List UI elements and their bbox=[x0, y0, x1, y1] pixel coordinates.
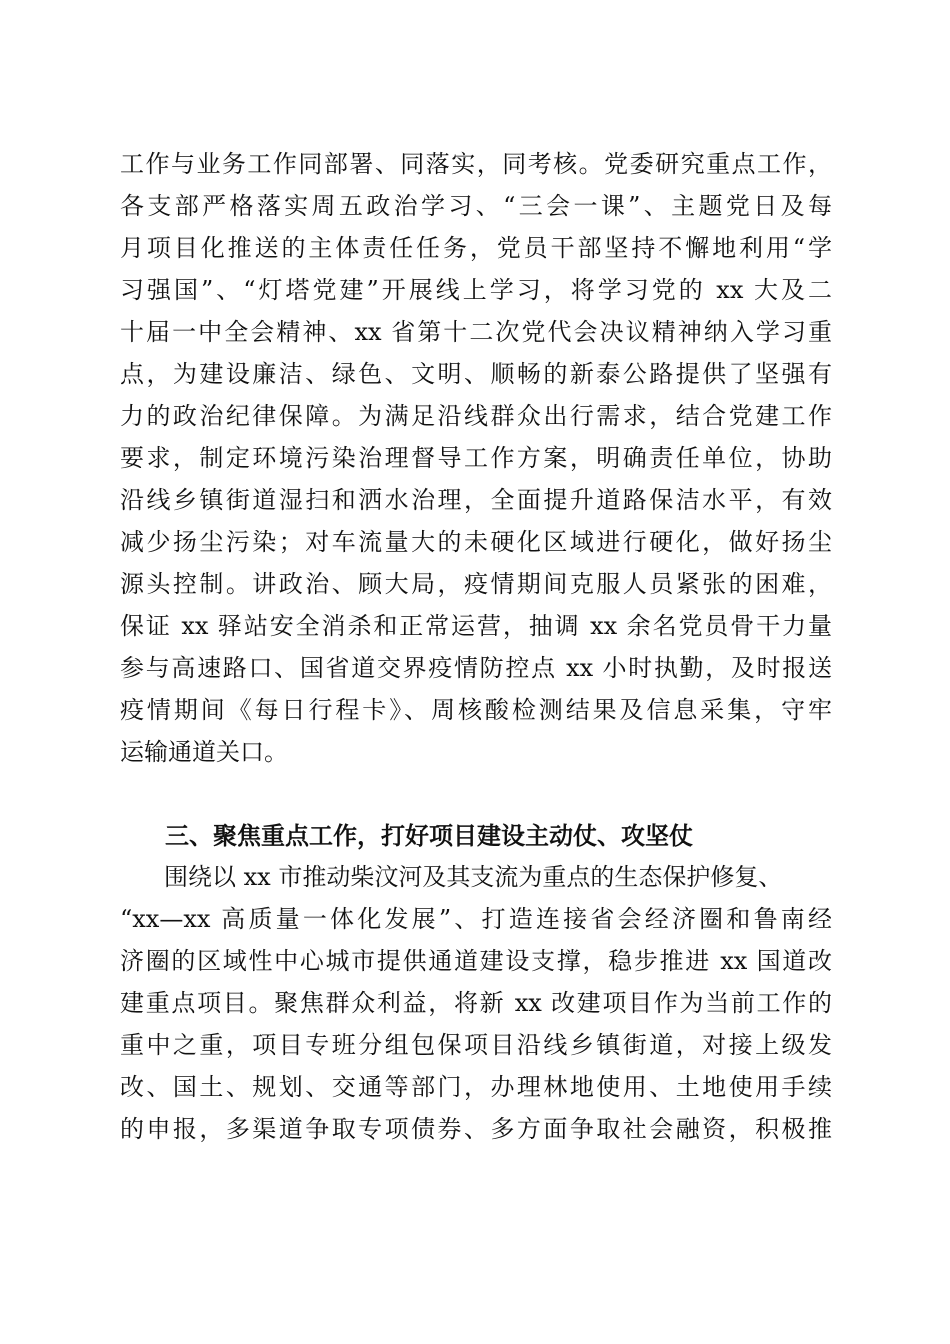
paragraph-line: 保证 xx 驿站安全消杀和正常运营，抽调 xx 余名党员骨干力量 bbox=[120, 612, 832, 640]
paragraph-line: 习强国”、“灯塔党建”开展线上学习，将学习党的 xx 大及二 bbox=[120, 276, 832, 304]
paragraph-line: 改、国土、规划、交通等部门，办理林地使用、土地使用手续 bbox=[120, 1073, 832, 1101]
paragraph-line: “xx—xx 高质量一体化发展”、打造连接省会经济圈和鲁南经 bbox=[120, 905, 832, 933]
paragraph-line: 十届一中全会精神、xx 省第十二次党代会决议精神纳入学习重 bbox=[120, 318, 832, 346]
paragraph-line: 点，为建设廉洁、绿色、文明、顺畅的新泰公路提供了坚强有 bbox=[120, 360, 832, 388]
paragraph-line: 建重点项目。聚焦群众利益，将新 xx 改建项目作为当前工作的 bbox=[120, 989, 832, 1017]
paragraph-line: 济圈的区域性中心城市提供通道建设支撑，稳步推进 xx 国道改 bbox=[120, 947, 832, 975]
paragraph-line: 运输通道关口。 bbox=[120, 738, 288, 766]
paragraph-line: 减少扬尘污染；对车流量大的未硬化区域进行硬化，做好扬尘 bbox=[120, 528, 832, 556]
paragraph-line: 的申报，多渠道争取专项债券、多方面争取社会融资，积极推 bbox=[120, 1115, 832, 1143]
paragraph-line: 参与高速路口、国省道交界疫情防控点 xx 小时执勤，及时报送 bbox=[120, 654, 832, 682]
paragraph-project-construction bbox=[120, 856, 832, 1150]
paragraph-line: 要求，制定环境污染治理督导工作方案，明确责任单位，协助 bbox=[120, 444, 832, 472]
paragraph-line: 工作与业务工作同部署、同落实，同考核。党委研究重点工作， bbox=[120, 150, 832, 178]
paragraph-line: 各支部严格落实周五政治学习、“三会一课”、主题党日及每 bbox=[120, 192, 832, 220]
paragraph-line: 疫情期间《每日行程卡》、周核酸检测结果及信息采集，守牢 bbox=[120, 696, 832, 724]
paragraph-line: 沿线乡镇街道湿扫和洒水治理，全面提升道路保洁水平，有效 bbox=[120, 486, 832, 514]
paragraph-line: 力的政治纪律保障。为满足沿线群众出行需求，结合党建工作 bbox=[120, 402, 832, 430]
section-heading: 三、聚焦重点工作，打好项目建设主动仗、攻坚仗 bbox=[165, 822, 693, 850]
paragraph-line: 围绕以 xx 市推动柴汶河及其支流为重点的生态保护修复、 bbox=[164, 863, 783, 891]
paragraph-line: 源头控制。讲政治、顾大局，疫情期间克服人员紧张的困难， bbox=[120, 570, 832, 598]
paragraph-party-building bbox=[120, 143, 832, 773]
paragraph-line: 重中之重，项目专班分组包保项目沿线乡镇街道，对接上级发 bbox=[120, 1031, 832, 1059]
paragraph-line: 月项目化推送的主体责任任务，党员干部坚持不懈地利用“学 bbox=[120, 234, 832, 262]
